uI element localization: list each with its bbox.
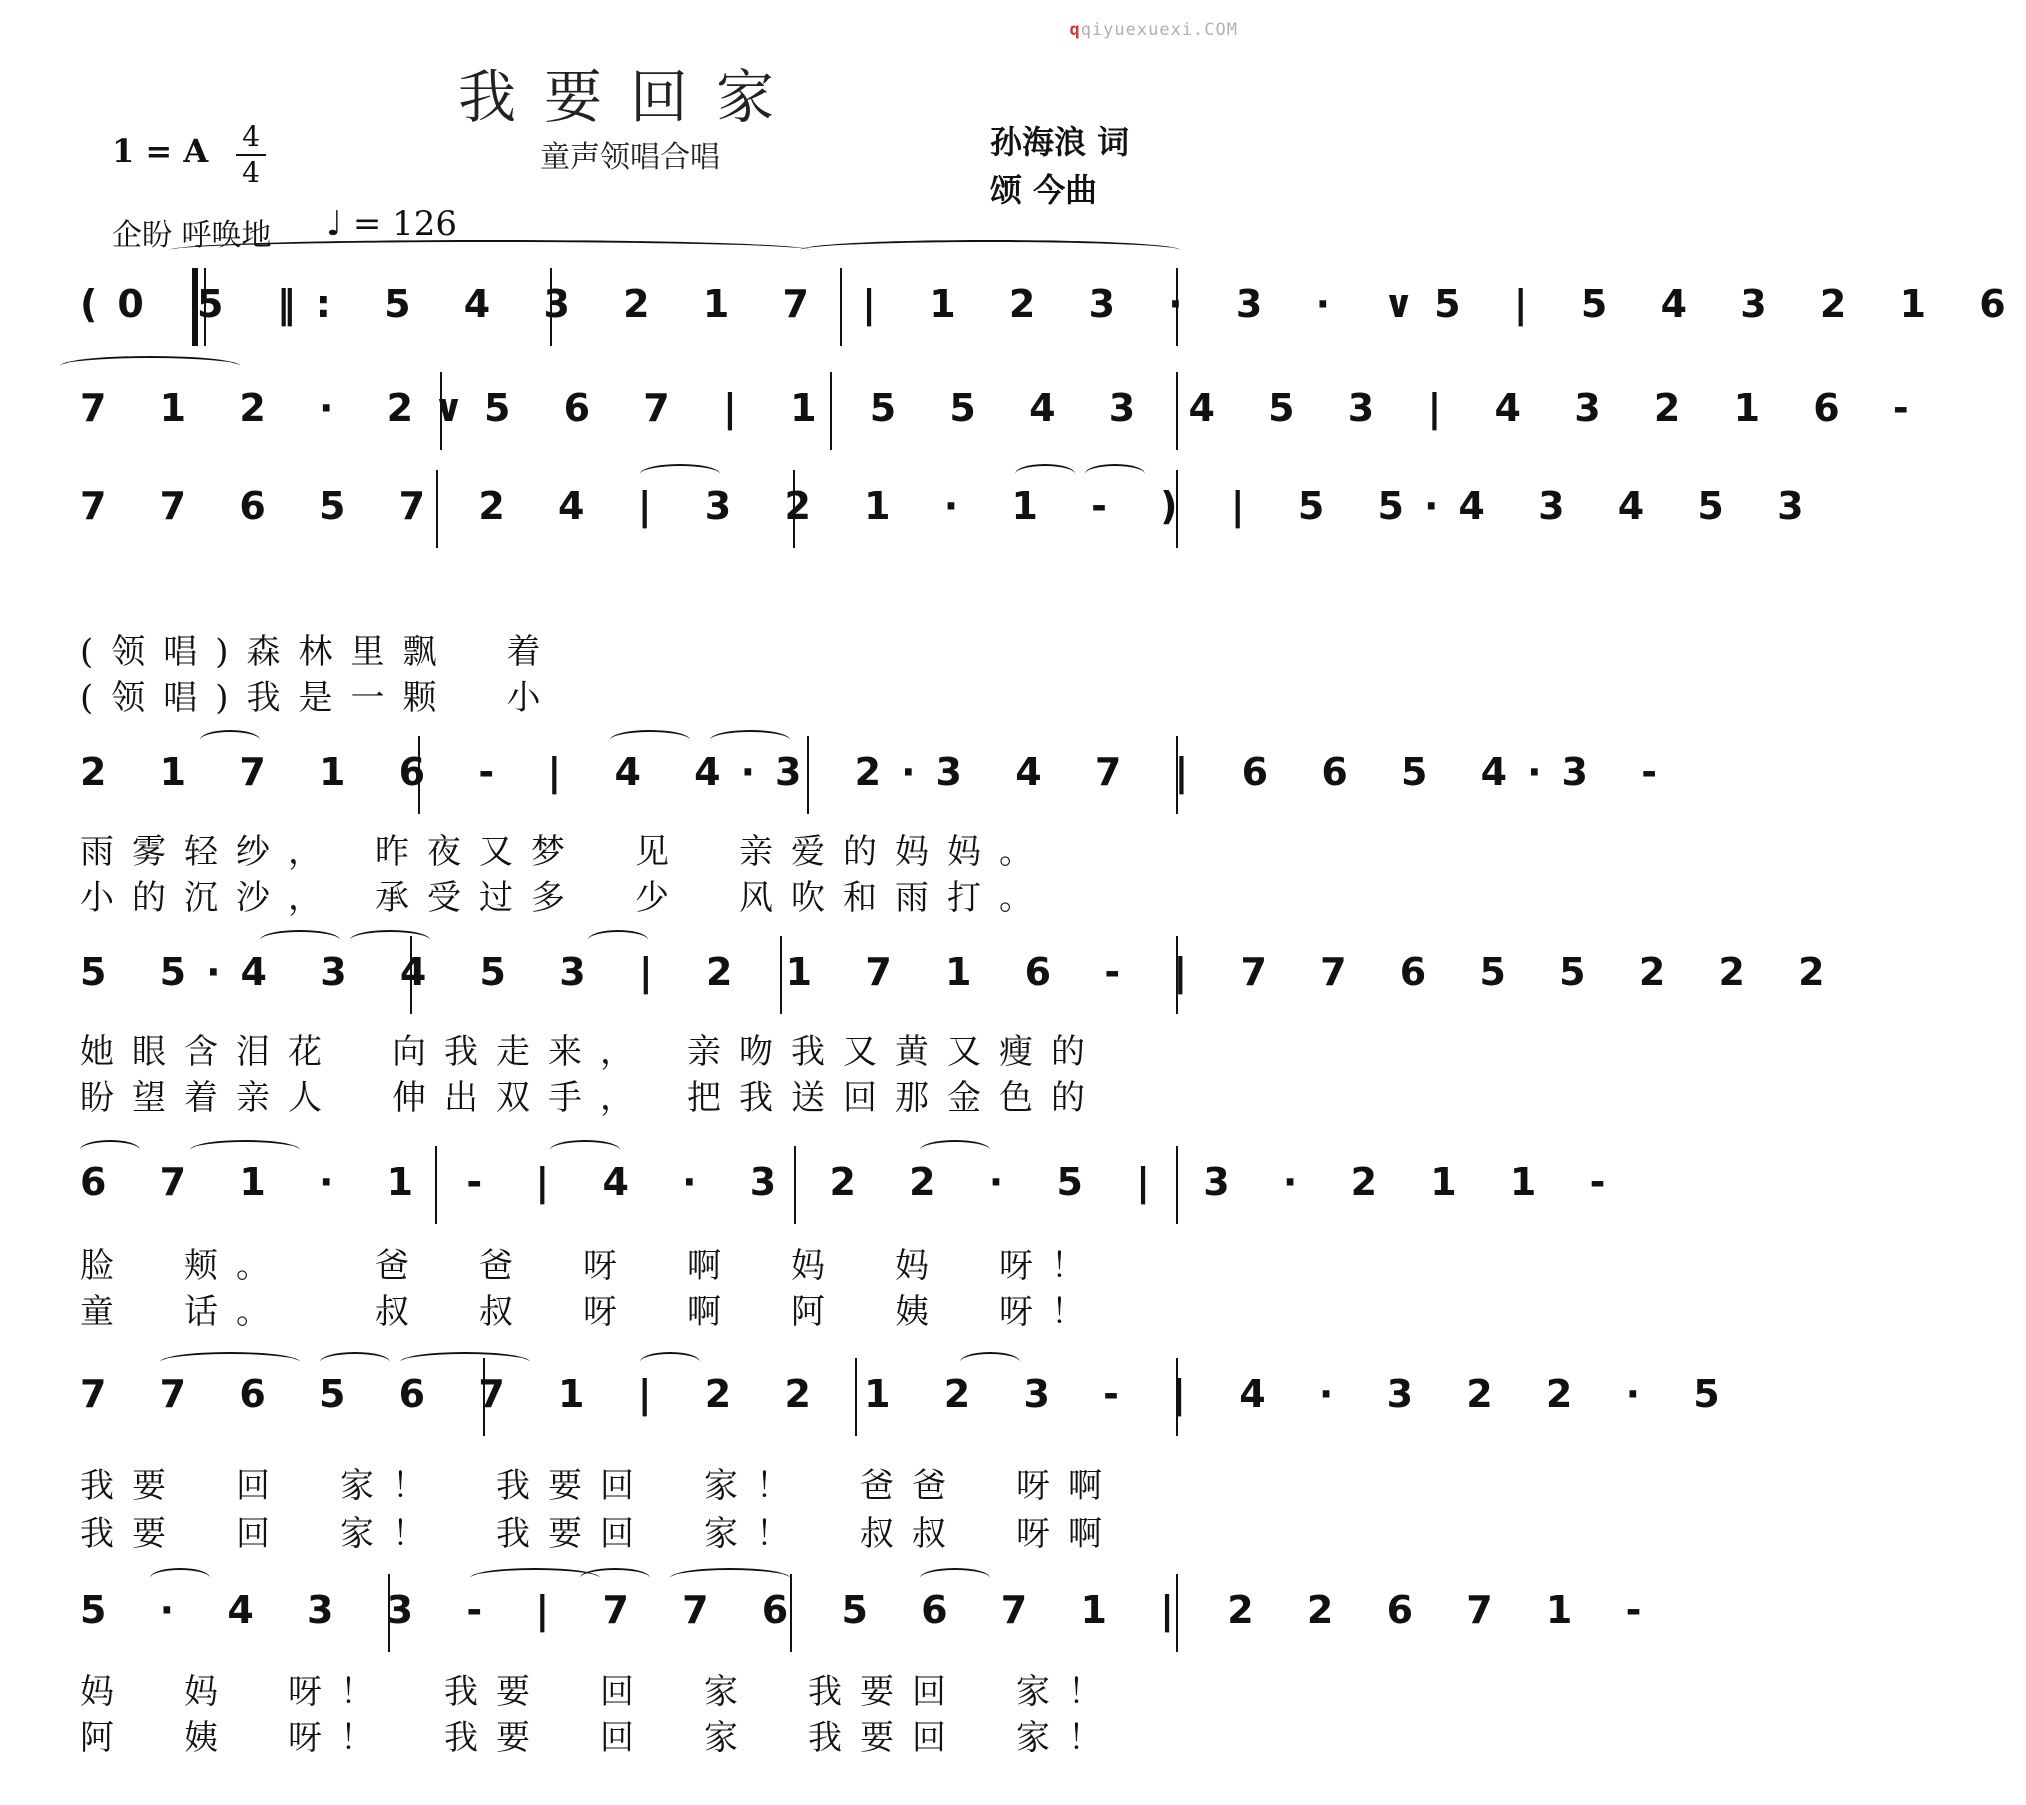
- key-signature: 1 = A: [112, 132, 209, 170]
- notes: 7 1 2 · 2∨5 6 7 | 1 5 5 4 3 4 5 3 | 4 3 2 1 6 -: [80, 386, 1929, 430]
- notes: 7 7 6 5 7 2 4 | 3 2 1 · 1 - ) | 5 5·4 3 4 5 3: [80, 484, 1824, 528]
- notes: 7 7 6 5 6 7 1 | 2 2 1 2 3 - | 4 · 3 2 2 · 5: [80, 1372, 1740, 1416]
- notes: 5 5·4 3 4 5 3 | 2 1 7 1 6 - | 7 7 6 5 5 2 2 2: [80, 950, 1845, 994]
- notes: 2 1 7 1 6 - | 4 4·3 2·3 4 7 | 6 6 5 4·3 -: [80, 750, 1677, 794]
- lyrics-row-5a: 我要 回 家！ 我要回 家！ 爸爸 呀啊: [80, 1466, 1120, 1506]
- lyrics-row-1a: (领唱)森林里飘 着: [80, 632, 559, 672]
- notes: (0 5 ‖: 5 4 3 2 1 7 | 1 2 3 · 3 · ∨5 | 5 4 3 2 1 6: [80, 282, 2026, 326]
- watermark: qqiyuexuexi.COM: [1069, 20, 1238, 40]
- staff-row-2: [80, 372, 1929, 452]
- lyrics-row-1b: (领唱)我是一颗 小: [80, 678, 559, 718]
- credits: [990, 118, 1129, 214]
- composer: 颂 今曲: [990, 171, 1098, 209]
- lyrics-row-6b: 阿 姨 呀！ 我要 回 家 我要回 家！: [80, 1718, 1120, 1758]
- lyrics-row-4b: 童 话。 叔 叔 呀 啊 阿 姨 呀！: [80, 1292, 1103, 1332]
- meter-top: 4: [242, 120, 260, 153]
- song-title: 我要回家: [457, 63, 802, 131]
- staff-row-5: [80, 936, 1845, 1016]
- notes: 6 7 1 · 1 - | 4 · 3 2 2 · 5 | 3 · 2 1 1 -: [80, 1160, 1626, 1204]
- lyricist: 孙海浪 词: [990, 123, 1130, 161]
- lyrics-row-2b: 小的沉沙， 承受过多 少 风吹和雨打。: [80, 878, 1051, 918]
- lyrics-row-2a: 雨雾轻纱， 昨夜又梦 见 亲爱的妈妈。: [80, 832, 1051, 872]
- subtitle: 童声领唱合唱: [540, 140, 720, 175]
- notes: 5 · 4 3 3 - | 7 7 6 5 6 7 1 | 2 2 6 7 1 -: [80, 1588, 1662, 1632]
- staff-row-7: [80, 1358, 1740, 1438]
- lyrics-row-4a: 脸 颊。 爸 爸 呀 啊 妈 妈 呀！: [80, 1246, 1103, 1286]
- staff-row-6: [80, 1146, 1626, 1226]
- staff-row-4: [80, 736, 1677, 816]
- lyrics-row-5b: 我要 回 家！ 我要回 家！ 叔叔 呀啊: [80, 1514, 1120, 1554]
- staff-row-1: [80, 268, 2026, 348]
- expression-mark: 企盼 呼唤地: [112, 218, 272, 253]
- staff-row-8: [80, 1574, 1662, 1654]
- meter-bottom: 4: [242, 156, 260, 189]
- lyrics-row-3a: 她眼含泪花 向我走来， 亲吻我又黄又瘦的: [80, 1032, 1103, 1072]
- time-signature: [236, 122, 266, 188]
- lyrics-row-3b: 盼望着亲人 伸出双手， 把我送回那金色的: [80, 1078, 1103, 1118]
- lyrics-row-6a: 妈 妈 呀！ 我要 回 家 我要回 家！: [80, 1672, 1120, 1712]
- tempo-mark: ♩ = 126: [326, 204, 458, 244]
- staff-row-3: [80, 470, 1824, 550]
